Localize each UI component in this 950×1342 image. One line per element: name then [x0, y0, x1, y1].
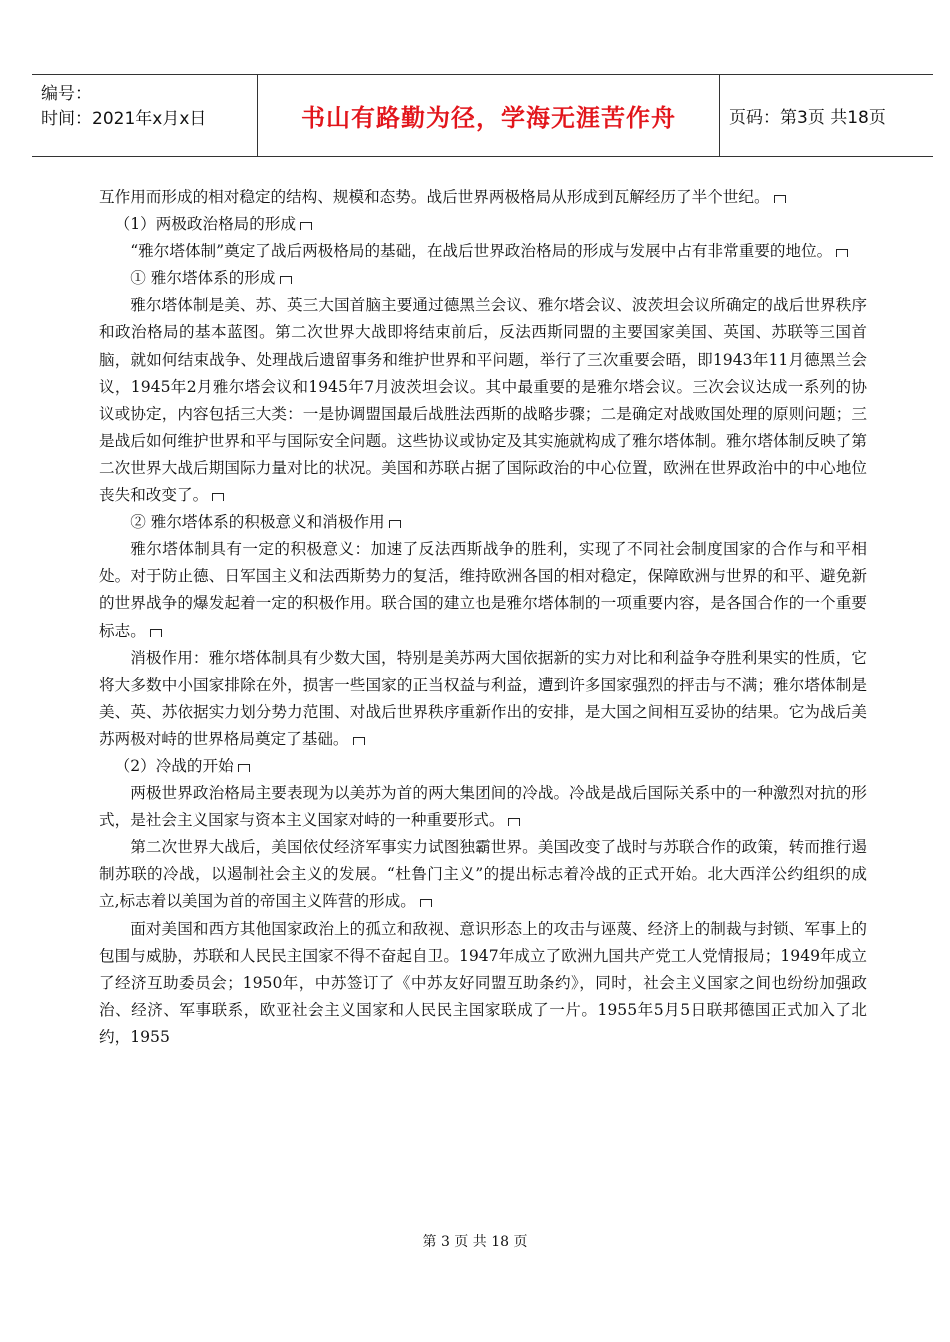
paragraph-mark-icon	[508, 818, 520, 826]
paragraph-mark-icon	[212, 493, 224, 501]
document-number-label: 编号：	[41, 84, 92, 104]
paragraph-mark-icon	[150, 629, 162, 637]
document-time-label: 时间：2021年x月x日	[41, 109, 207, 129]
paragraph-mark-icon	[389, 520, 401, 528]
paragraph: 雅尔塔体制是美、苏、英三大国首脑主要通过德黑兰会议、雅尔塔会议、波茨坦会议所确定的战后世界秩序和政治格局的基本蓝图。第二次世界大战即将结束前后，反法西斯同盟的主要国家美国、英国、苏联等三国首脑，就如何结束战争、处理战后遗留事务和维护世界和平问题，举行了三次重要会晤，即1943年11月德黑兰会议，1945年2月雅尔塔会议和1945年7月波茨坦会议。其中最重要的是雅尔塔会议。三次会议达成一系列的协议或协定，内容包括三大类：一是协调盟国最后战胜法西斯的战略步骤；二是确定对战败国处理的原则问题；三是战后如何维护世界和平与国际安全问题。这些协议或协定及其实施就构成了雅尔塔体制。雅尔塔体制反映了第二次世界大战后期国际力量对比的状况。美国和苏联占据了国际政治的中心位置，欧洲在世界政治中的中心地位丧失和改变了。	[99, 296, 867, 505]
subsection-heading: ② 雅尔塔体系的积极意义和消极作用	[99, 509, 867, 536]
paragraph: “雅尔塔体制”奠定了战后两极格局的基础，在战后世界政治格局的形成与发展中占有非常重要的地位。	[99, 238, 867, 265]
header-motto: 书山有路勤为径，学海无涯苦作舟	[301, 104, 676, 132]
paragraph: 雅尔塔体制具有一定的积极意义：加速了反法西斯战争的胜利，实现了不同社会制度国家的合作与和平相处。对于防止德、日军国主义和法西斯势力的复活，维持欧洲各国的相对稳定，保障欧洲与世界的和平、避免新的世界战争的爆发起着一定的积极作用。联合国的建立也是雅尔塔体制的一项重要内容，是各国合作的一个重要标志。	[99, 540, 867, 640]
page-footer: 第 3 页 共 18 页	[422, 1234, 528, 1250]
document-body	[99, 184, 867, 1051]
header-motto-cell	[258, 75, 720, 156]
subsection-heading: ① 雅尔塔体系的形成	[99, 265, 867, 292]
paragraph-mark-icon	[300, 222, 312, 230]
header-meta-cell	[32, 75, 258, 156]
header-page-cell	[720, 75, 933, 156]
paragraph-mark-icon	[774, 195, 786, 203]
paragraph: 消极作用：雅尔塔体制具有少数大国，特别是美苏两大国依据新的实力对比和利益争夺胜利果实的性质，它将大多数中小国家排除在外，损害一些国家的正当权益与利益，遭到许多国家强烈的抨击与不满；雅尔塔体制是美、英、苏依据实力划分势力范围、对战后世界秩序重新作出的安排，是大国之间相互妥协的结果。它为战后美苏两极对峙的世界格局奠定了基础。	[99, 648, 867, 748]
paragraph-mark-icon	[420, 899, 432, 907]
paragraph: 面对美国和西方其他国家政治上的孤立和敌视、意识形态上的攻击与诬蔑、经济上的制裁与封锁、军事上的包围与威胁，苏联和人民民主国家不得不奋起自卫。1947年成立了欧洲九国共产党工人党情报局；1949年成立了经济互助委员会；1950年，中苏签订了《中苏友好同盟互助条约》，同时，社会主义国家之间也纷纷加强政治、经济、军事联系，欧亚社会主义国家和人民民主国家联成了一片。1955年5月5日联邦德国正式加入了北约，1955	[99, 919, 867, 1046]
section-heading: （1）两极政治格局的形成	[99, 211, 867, 238]
document-header	[32, 74, 933, 157]
paragraph: 互作用而形成的相对稳定的结构、规模和态势。战后世界两极格局从形成到瓦解经历了半个世纪。	[99, 184, 867, 211]
paragraph-mark-icon	[836, 249, 848, 257]
paragraph-mark-icon	[280, 276, 292, 284]
section-heading: （2）冷战的开始	[99, 753, 867, 780]
paragraph: 两极世界政治格局主要表现为以美苏为首的两大集团间的冷战。冷战是战后国际关系中的一种激烈对抗的形式，是社会主义国家与资本主义国家对峙的一种重要形式。	[99, 784, 867, 830]
paragraph-mark-icon	[353, 737, 365, 745]
paragraph: 第二次世界大战后，美国依仗经济军事实力试图独霸世界。美国改变了战时与苏联合作的政策，转而推行遏制苏联的冷战，以遏制社会主义的发展。“杜鲁门主义”的提出标志着冷战的正式开始。北大西洋公约组织的成立,标志着以美国为首的帝国主义阵营的形成。	[99, 838, 867, 911]
paragraph-mark-icon	[238, 764, 250, 772]
header-page-number: 页码：第3页 共18页	[729, 108, 886, 128]
